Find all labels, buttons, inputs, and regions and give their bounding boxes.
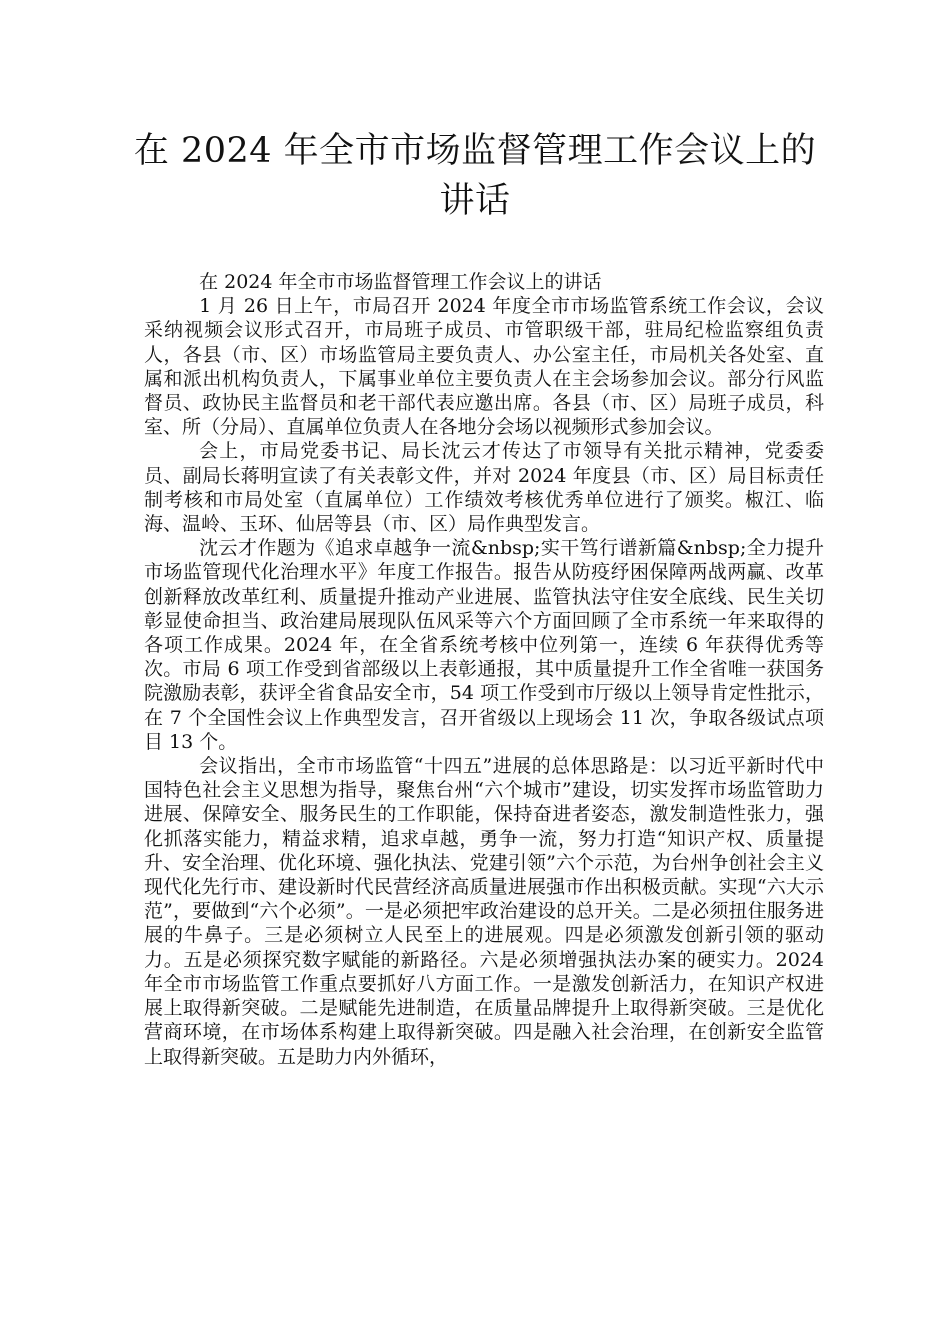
body-paragraph-guiding-ideas: 会议指出，全市市场监管“十四五”进展的总体思路是：以习近平新时代中国特色社会主义思想为指导，聚焦台州“六个城市”建设，切实发挥市场监管助力进展、保障安全、服务民生的工作职能，保持奋进者姿态，激发制造性张力，强化抓落实能力，精益求精，追求卓越，勇争一流，努力打造“知识产权、质量提升、安全治理、优化环境、强化执法、党建引领”六个示范，为台州争创社会主义现代化先行市、建设新时代民营经济高质量进展强市作出积极贡献。实现“六大示范”，要做到“六个必须”。一是必须把牢政治建设的总开关。二是必须扭住服务进展的牛鼻子。三是必须树立人民至上的进展观。四是必须激发创新引领的驱动力。五是必须探究数字赋能的新路径。六是必须增强执法办案的硬实力。2024 年全市市场监管工作重点要抓好八方面工作。一是激发创新活力，在知识产权进展上取得新突破。二是赋能先进制造，在质量品牌提升上取得新突破。三是优化营商环境，在市场体系构建上取得新突破。四是融入社会治理，在创新安全监管上取得新突破。五是助力内外循环， xyxy=(144,755,824,1068)
body-subtitle-paragraph: 在 2024 年全市市场监督管理工作会议上的讲话 xyxy=(199,271,602,293)
document-title xyxy=(120,126,830,226)
body-paragraph-awards: 会上，市局党委书记、局长沈云才传达了市领导有关批示精神，党委委员、副局长蒋明宣读了有关表彰文件，并对 2024 年度县（市、区）局目标责任制考核和市局处室（直属单位）工作绩效考核优秀单位进行了颁奖。椒江、临海、温岭、玉环、仙居等县（市、区）局作典型发言。 xyxy=(144,440,824,536)
document-title-line-2: 讲话 xyxy=(439,181,511,221)
body-paragraph-work-report: 沈云才作题为《追求卓越争一流&nbsp;实干笃行谱新篇&nbsp;全力提升市场监管现代化治理水平》年度工作报告。报告从防疫纾困保障两战两赢、改革创新释放改革红利、质量提升推动产业进展、监管执法守住安全底线、民生关切彰显使命担当、政治建局展现队伍风采等六个方面回顾了全市系统一年来取得的各项工作成果。2024 年，在全省系统考核中位列第一，连续 6 年获得优秀等次。市局 6 项工作受到省部级以上表彰通报，其中质量提升工作全省唯一获国务院激励表彰，获评全省食品安全市，54 项工作受到市厅级以上领导肯定性批示，在 7 个全国性会议上作典型发言，召开省级以上现场会 11 次，争取各级试点项目 13 个。 xyxy=(144,537,824,753)
document-body xyxy=(144,270,824,1069)
body-paragraph-meeting-overview: 1 月 26 日上午，市局召开 2024 年度全市市场监管系统工作会议，会议采纳视频会议形式召开，市局班子成员、市管职级干部，驻局纪检监察组负责人，各县（市、区）市场监管局主要负责人、办公室主任，市局机关各处室、直属和派出机构负责人，下属事业单位主要负责人在主会场参加会议。部分行风监督员、政协民主监督员和老干部代表应邀出席。各县（市、区）局班子成员，科室、所（分局）、直属单位负责人在各地分会场以视频形式参加会议。 xyxy=(144,295,824,439)
document-title-line-1: 在 2024 年全市市场监督管理工作会议上的 xyxy=(133,131,817,171)
